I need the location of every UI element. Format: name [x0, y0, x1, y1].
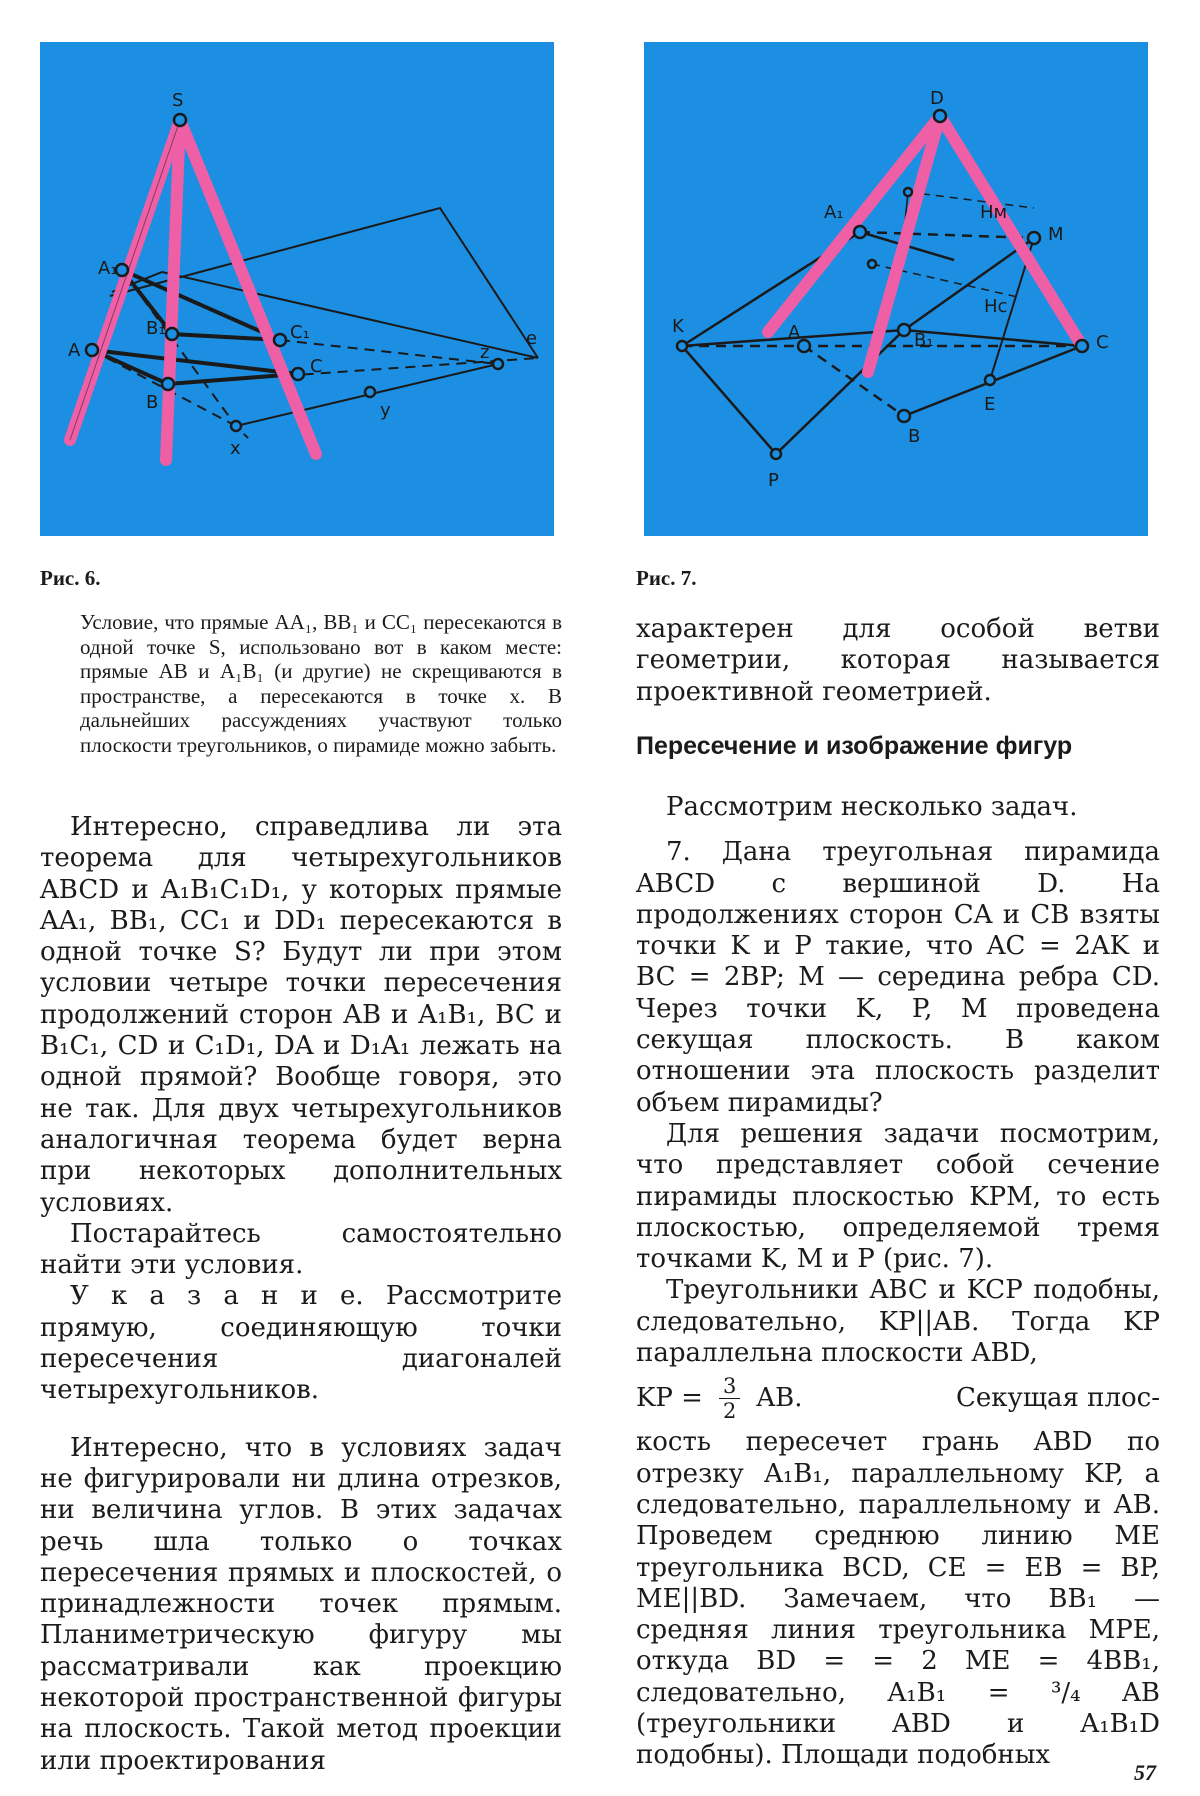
dashed-line: [804, 346, 904, 416]
point-a: [86, 344, 98, 356]
hint-paragraph: [40, 1281, 562, 1406]
figure-6-drawing: [40, 42, 554, 536]
point-d: [934, 110, 946, 122]
point-a1: [854, 226, 866, 238]
label-c: C: [1096, 332, 1109, 353]
formula-denominator: 2: [722, 1398, 737, 1423]
formula-rhs: AB.: [756, 1382, 803, 1413]
point-c1: [274, 334, 286, 346]
point-y: [365, 387, 375, 397]
label-a: A: [68, 340, 81, 361]
hint-text: Рассмотрите прямую, соединяющую точки пересечения диагоналей четырехугольников.: [40, 1281, 562, 1406]
rod-sc: [180, 120, 316, 454]
label-b1: B₁: [914, 330, 934, 351]
label-e: e: [526, 328, 538, 349]
right-column-top: [636, 614, 1160, 708]
label-m: M: [1048, 224, 1064, 245]
formula-line: [636, 1369, 1160, 1427]
formula-numerator: 3: [719, 1374, 740, 1399]
paragraph: характерен для особой ветви геометрии, которая называется проективной геометрией.: [636, 614, 1160, 707]
left-column: [40, 812, 562, 1777]
paragraph: Интересно, что в условиях задач не фигурировали ни длина отрезков, ни величина углов. В этих задачах речь шла только о точках пересечения прямых и плоскостей, о принадлежности точек прямым. Планиметрическую фигуру мы рассматривали как проекцию некоторой пространственной фигуры на плоскость. Такой метод проекции или проектирования: [40, 1432, 562, 1776]
figure-6-caption: Рис. 6.: [40, 566, 101, 590]
label-d: D: [930, 88, 944, 109]
label-b1: B₁: [146, 318, 166, 339]
label-b: B: [146, 392, 159, 413]
point-x: [231, 421, 241, 431]
label-z: z: [480, 342, 490, 363]
point-k: [677, 341, 687, 351]
paragraph: Интересно, справедлива ли эта теорема для четырехугольников ABCD и A₁B₁C₁D₁, у которых прямые AA₁, BB₁, CC₁ и DD₁ пересекаются в одной точке S? Будут ли при этом условии четыре точки пересечения продолжений сторон AB и A₁B₁, BC и B₁C₁, CD и C₁D₁, DA и D₁A₁ лежать на одной прямой? Вообще говоря, это не так. Для двух четырехугольников аналогичная теорема будет верна при некоторых дополнительных условиях.: [40, 812, 562, 1218]
figure-6-note: Условие, что прямые AA₁, BB₁ и CC₁ пересекаются в одной точке S, использовано вот в каком месте: прямые AB и A₁B₁ (и другие) не скрещиваются в пространстве, а пересекаются в точке x. В дальнейших рассуждениях участвуют только плоскости треугольников, о пирамиде можно забыть.: [80, 610, 562, 757]
point-b1: [898, 324, 910, 336]
point-a1: [116, 264, 128, 276]
point-c: [292, 368, 304, 380]
paragraph: Для решения задачи посмотрим, что представляет собой сечение пирамиды плоскостью KPM, то есть плоскостью, определяемой тремя точками K, M и P (рис. 7).: [636, 1118, 1160, 1275]
point-b: [162, 378, 174, 390]
label-a: A: [788, 322, 801, 343]
label-c1: C₁: [290, 322, 310, 343]
label-a1: A₁: [98, 258, 118, 279]
page-number: 57: [1134, 1760, 1156, 1785]
point-e: [985, 375, 995, 385]
point-c: [1076, 340, 1088, 352]
label-y: y: [380, 400, 391, 421]
figure-7-drawing: [644, 42, 1148, 536]
point-hm: [904, 188, 912, 196]
point-z: [493, 359, 503, 369]
point-b1: [166, 328, 178, 340]
paragraph: кость пересечет грань ABD по отрезку A₁B₁, параллельному KP, а следовательно, параллельному и AB. Проведем среднюю линию ME треугольника BCD, CE = EB = BP, ME||BD. Замечаем, что BB₁ — средняя линия треугольника MPE, откуда BD = = 2 ME = 4BB₁, следовательно, A₁B₁ = ³/₄ AB (треугольники ABD и A₁B₁D подобны). Площади подобных: [636, 1427, 1160, 1771]
formula-lhs: KP =: [636, 1382, 703, 1413]
label-c: C: [310, 356, 323, 377]
label-b: B: [908, 426, 921, 447]
label-s: S: [172, 90, 184, 111]
paragraph-fragment: Секущая плос-: [955, 1382, 1160, 1413]
label-k: K: [672, 316, 684, 337]
point-hc: [868, 260, 876, 268]
right-column: [636, 792, 1160, 1772]
label-hm: Hм: [980, 202, 1008, 223]
label-a1: A₁: [824, 202, 844, 223]
figure-6: [40, 42, 554, 536]
paragraph: Рассмотрим несколько задач.: [666, 792, 1078, 822]
point-p: [771, 449, 781, 459]
label-hc: Hc: [984, 296, 1008, 317]
point-m: [1028, 232, 1040, 244]
section-heading: Пересечение и изображение фигур: [636, 732, 1073, 760]
figure-7: [644, 42, 1148, 536]
label-x: x: [230, 438, 241, 459]
formula-fraction: [719, 1374, 740, 1423]
paragraph: Треугольники ABC и KCP подобны, следовательно, KP||AB. Тогда KP параллельна плоскости ABD,: [636, 1275, 1160, 1369]
point-b: [898, 410, 910, 422]
figure-7-caption: Рис. 7.: [636, 566, 697, 590]
paragraph: Постарайтесь самостоятельно найти эти условия.: [40, 1218, 562, 1281]
line-hm: [908, 192, 1034, 208]
hint-label: У к а з а н и е.: [70, 1281, 364, 1312]
point-s: [174, 114, 186, 126]
label-p: P: [768, 470, 779, 491]
problem-7: 7. Дана треугольная пирамида ABCD с вершиной D. На продолжениях сторон CA и CB взяты точки K и P такие, что AC = 2AK и BC = 2BP; M — середина ребра CD. Через точки K, P, M проведена секущая плоскость. В каком отношении эта плоскость разделит объем пирамиды?: [636, 837, 1160, 1118]
label-e: E: [984, 394, 996, 415]
